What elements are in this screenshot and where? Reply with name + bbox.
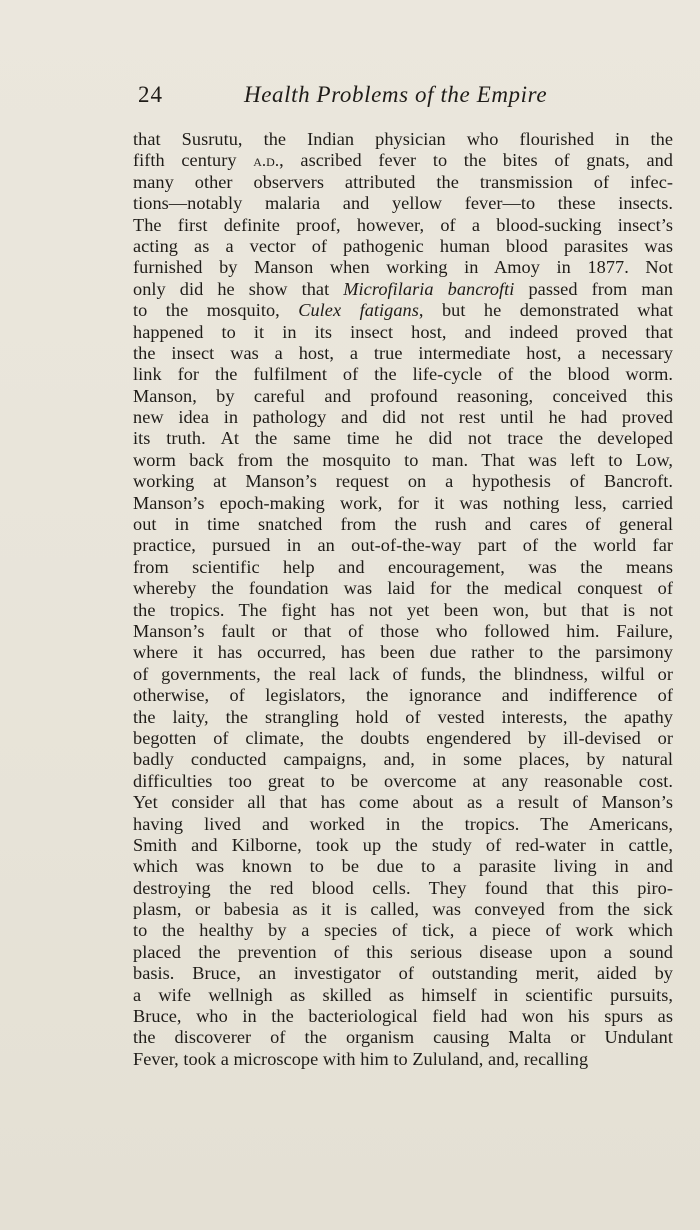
text-line — [133, 386, 673, 407]
text-line — [133, 535, 673, 556]
text-segment: acting as a vector of pathogenic human blood parasites was — [133, 235, 673, 256]
page-header — [0, 82, 700, 118]
page-number: 24 — [138, 82, 163, 107]
text-line — [133, 856, 673, 877]
text-line — [133, 514, 673, 535]
text-line — [133, 899, 673, 920]
text-segment: begotten of climate, the doubts engendered by ill-devised or — [133, 727, 673, 748]
text-segment: which was known to be due to a parasite living in and — [133, 856, 673, 877]
text-segment: its truth. At the same time he did not trace the developed — [133, 428, 673, 449]
text-segment: Fever, took a microscope with him to Zululand, and, recalling — [133, 1048, 589, 1069]
text-line — [133, 642, 673, 663]
body-text — [133, 129, 673, 1070]
italic-term: Culex fatigans — [298, 300, 419, 321]
text-segment: where it has occurred, has been due rather to the parsimony — [133, 642, 673, 663]
text-segment: working at Manson’s request on a hypothesis of Bancroft. — [133, 471, 673, 492]
text-segment: , ascribed fever to the bites of gnats, and — [279, 150, 673, 171]
running-title: Health Problems of the Empire — [244, 82, 548, 107]
text-segment: fifth century — [133, 150, 254, 171]
text-segment: whereby the foundation was laid for the medical conquest of — [133, 578, 673, 599]
text-line — [133, 771, 673, 792]
text-line — [133, 878, 673, 899]
text-segment: Manson, by careful and profound reasoning, conceived this — [133, 385, 673, 406]
text-line — [133, 963, 673, 984]
text-line — [133, 600, 673, 621]
text-segment: of governments, the real lack of funds, the blindness, wilful or — [133, 663, 673, 684]
text-segment: the discoverer of the organism causing Malta or Undulant — [133, 1027, 673, 1048]
text-line — [133, 749, 673, 770]
text-line — [133, 707, 673, 728]
text-segment: passed from man — [514, 278, 673, 299]
text-line — [133, 236, 673, 257]
text-segment: having lived and worked in the tropics. The Americans, — [133, 813, 673, 834]
text-segment: to the healthy by a species of tick, a piece of work which — [133, 920, 673, 941]
text-line — [133, 814, 673, 835]
text-line — [133, 557, 673, 578]
text-segment: the laity, the strangling hold of vested interests, the apathy — [133, 706, 673, 727]
text-line — [133, 685, 673, 706]
text-segment: difficulties too great to be overcome at any reasonable cost. — [133, 770, 673, 791]
text-segment: out in time snatched from the rush and cares of general — [133, 514, 673, 535]
text-line — [133, 450, 673, 471]
text-line — [133, 1027, 673, 1048]
text-segment: happened to it in its insect host, and indeed proved that — [133, 321, 673, 342]
text-line — [133, 835, 673, 856]
text-segment: The first definite proof, however, of a blood-sucking insect’s — [133, 214, 673, 235]
text-segment: to the mosquito, — [133, 300, 299, 321]
text-line — [133, 215, 673, 236]
text-line — [133, 343, 673, 364]
text-line — [133, 942, 673, 963]
text-line — [133, 279, 673, 300]
text-segment: furnished by Manson when working in Amoy in 1877. Not — [133, 257, 673, 278]
text-segment: plasm, or babesia as it is called, was conveyed from the sick — [133, 899, 673, 920]
text-line — [133, 129, 673, 150]
text-segment: new idea in pathology and did not rest until he had proved — [133, 407, 673, 428]
text-line — [133, 920, 673, 941]
text-segment: Yet consider all that has come about as a result of Manson’s — [133, 792, 673, 813]
italic-term: Microfilaria bancrofti — [343, 278, 515, 299]
text-segment: Manson’s fault or that of those who followed him. Failure, — [133, 620, 673, 641]
text-line — [133, 428, 673, 449]
text-line — [133, 257, 673, 278]
text-line — [133, 150, 673, 171]
text-segment: placed the prevention of this serious disease upon a sound — [133, 941, 673, 962]
text-line — [133, 664, 673, 685]
text-segment: the insect was a host, a true intermediate host, a necessary — [133, 342, 673, 363]
text-line — [133, 792, 673, 813]
text-segment: destroying the red blood cells. They found that this piro- — [133, 877, 673, 898]
text-segment: basis. Bruce, an investigator of outstanding merit, aided by — [133, 963, 673, 984]
text-segment: from scientific help and encouragement, was the means — [133, 556, 673, 577]
text-segment: Manson’s epoch-making work, for it was nothing less, carried — [133, 492, 673, 513]
text-segment: otherwise, of legislators, the ignorance and indifference of — [133, 685, 673, 706]
text-segment: only did he show that — [133, 278, 344, 299]
text-line — [133, 407, 673, 428]
text-line — [133, 172, 673, 193]
text-segment: , but he demonstrated what — [418, 300, 673, 321]
text-segment: badly conducted campaigns, and, in some places, by natural — [133, 749, 673, 770]
text-line — [133, 193, 673, 214]
text-line — [133, 300, 673, 321]
text-segment: tions—notably malaria and yellow fever—to these insects. — [133, 193, 673, 214]
text-segment: link for the fulfilment of the life-cycle of the blood worm. — [133, 364, 673, 385]
text-segment: practice, pursued in an out-of-the-way part of the world far — [133, 535, 673, 556]
text-segment: that Susrutu, the Indian physician who flourished in the — [133, 129, 673, 149]
text-segment: worm back from the mosquito to man. That was left to Low, — [133, 449, 673, 470]
text-segment: the tropics. The fight has not yet been won, but that is not — [133, 599, 673, 620]
text-line — [133, 1006, 673, 1027]
text-line — [133, 493, 673, 514]
text-line — [133, 364, 673, 385]
text-line — [133, 471, 673, 492]
text-segment: many other observers attributed the transmission of infec- — [133, 171, 673, 192]
text-segment: a wife wellnigh as skilled as himself in scientific pursuits, — [133, 984, 673, 1005]
text-segment: Bruce, who in the bacteriological field had won his spurs as — [133, 1006, 673, 1027]
text-segment: Smith and Kilborne, took up the study of red-water in cattle, — [133, 834, 673, 855]
text-line — [133, 621, 673, 642]
text-line — [133, 322, 673, 343]
small-caps-term: a.d. — [253, 151, 280, 171]
text-line — [133, 728, 673, 749]
text-line — [133, 1049, 673, 1070]
text-line — [133, 578, 673, 599]
text-line — [133, 985, 673, 1006]
